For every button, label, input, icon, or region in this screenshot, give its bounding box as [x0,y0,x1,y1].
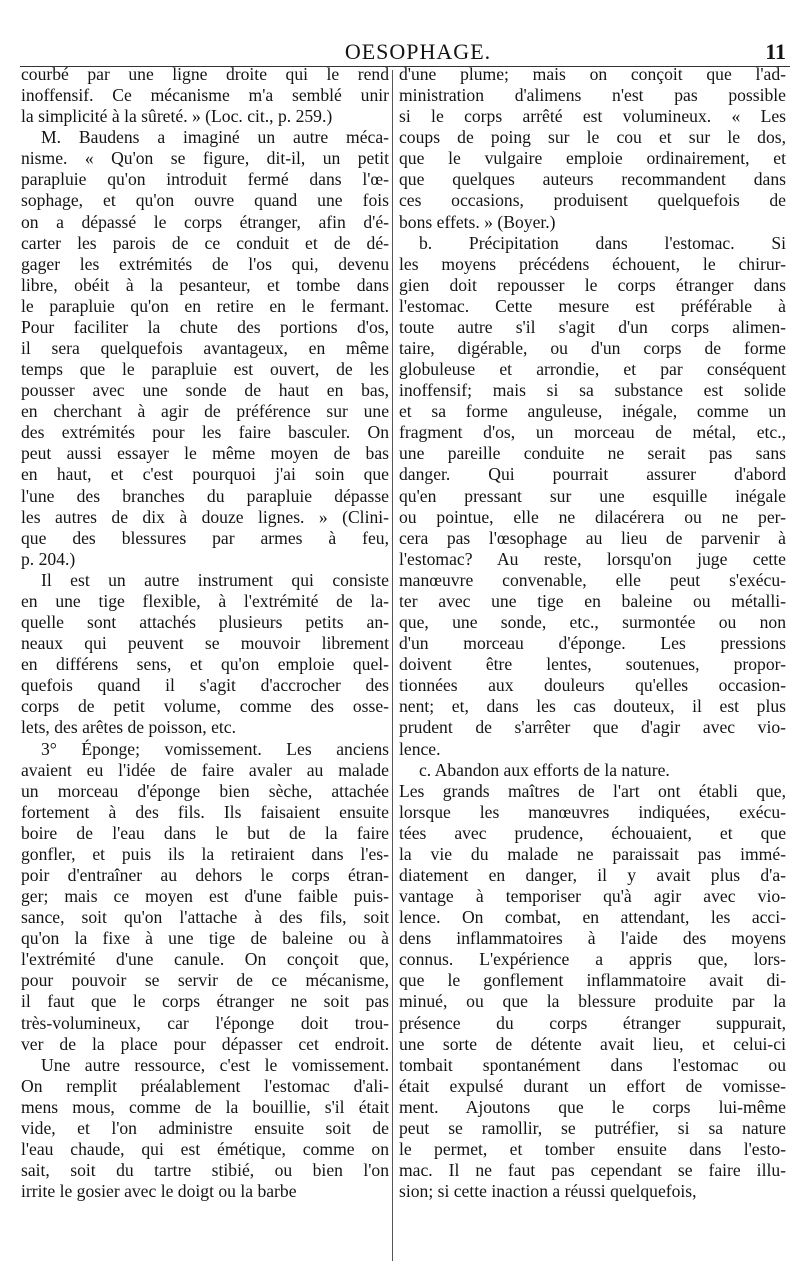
text-line: en cherchant à agir de préférence sur une [21,401,389,422]
text-line: tées avec prudence, échouaient, et que [399,822,786,843]
right-column [399,64,786,1267]
text-line: bons effets. » (Boyer.) [399,211,556,232]
text-line: les moyens précédens échouent, le chirur- [399,253,786,274]
text-line: en haut, et c'est pourquoi j'ai soin que [21,464,389,485]
text-line: que le gonflement inflammatoire avait di- [399,970,786,991]
text-line: courbé par une ligne droite qui le rend [21,64,389,84]
text-line: sait, soit du tartre stibié, ou bien l'on [21,1160,389,1181]
text-line: sion; si cette inaction a réussi quelquefois, [399,1181,697,1202]
text-line: la simplicité à la sûreté. » (Loc. cit., p. 259.) [21,106,333,127]
text-line: la vie du malade ne paraissait pas immé- [399,843,786,864]
text-line: mac. Il ne faut pas cependant se faire illu- [399,1160,786,1181]
text-line: 3° Éponge; vomissement. Les anciens [41,738,389,759]
text-line: danger. Qui pourrait assurer d'abord [399,464,786,485]
text-line: inoffensif; mais si sa substance est solide [399,380,786,401]
text-line: il sera quelquefois avantageux, en même [21,338,389,359]
text-line: ter avec une tige en baleine ou métalli- [399,590,786,611]
text-line: que des blessures par armes à feu, [21,527,389,548]
text-line: peut se ramollir, se putréfier, si sa nature [399,1117,786,1138]
text-line: mens mous, comme de la bouillie, s'il était [21,1096,389,1117]
text-line: Pour faciliter la chute des portions d'os, [21,316,389,337]
text-line: tionnées aux douleurs qu'elles occasion- [399,675,786,696]
text-line: globuleuse et arrondie, et par conséquent [399,359,786,380]
text-line: on a dépassé le corps étranger, afin d'é- [21,211,389,232]
text-line: parapluie qu'on introduit fermé dans l'œ- [21,169,389,190]
text-line: neaux qui peuvent se mouvoir librement [21,633,389,654]
text-line: était expulsé durant un effort de vomisse- [399,1075,786,1096]
text-line: p. 204.) [21,548,76,569]
page-number: 11 [765,39,786,64]
text-line: vide, et l'on administre ensuite soit de [21,1117,389,1138]
running-title: OESOPHAGE. [344,39,492,64]
text-line: inoffensif. Ce mécanisme m'a semblé unir [21,85,389,106]
text-line: irrite le gosier avec le doigt ou la barbe [21,1181,297,1202]
text-line: Il est un autre instrument qui consiste [41,569,389,590]
text-line: taire, digérable, ou d'un corps de forme [399,338,786,359]
text-line: boire de l'eau dans le but de la faire [21,822,389,843]
text-line: en différens sens, et qu'on emploie quel- [21,654,389,675]
text-line: qu'on la fixe à une tige de baleine ou à [21,928,389,949]
text-line: libre, obéit à la pesanteur, et tombe dans [21,274,389,295]
text-line: l'eau chaude, qui est émétique, comme on [21,1138,389,1159]
text-line: lence. [399,738,441,759]
text-line: ger; mais ce moyen est d'une faible puis- [21,886,389,907]
text-line: poir d'entraîner au dehors le corps étran- [21,864,389,885]
text-line: en une tige flexible, à l'extrémité de la- [21,590,389,611]
text-line: d'une plume; mais on conçoit que l'ad- [399,64,786,84]
text-line: très-volumineux, car l'éponge doit trou- [21,1012,389,1033]
text-line: d'un morceau d'éponge. Les pressions [399,633,786,654]
text-line: minué, ou que la blessure produite par la [399,991,786,1012]
text-line: que, une sonde, etc., surmontée ou non [399,612,786,633]
text-line: ministration d'alimens n'est pas possible [399,85,786,106]
text-line: et sa forme anguleuse, inégale, comme un [399,401,786,422]
left-column [21,64,389,1267]
text-line: lence. On combat, en attendant, les acci- [399,907,786,928]
text-line: b. Précipitation dans l'estomac. Si [419,232,786,253]
text-line: gien doit repousser le corps étranger dans [399,274,786,295]
text-line: c. Abandon aux efforts de la nature. [419,759,670,780]
text-line: gager les extrémités de l'os qui, devenu [21,253,389,274]
text-line: coups de poing sur le cou et sur le dos, [399,127,786,148]
column-divider [392,70,393,1261]
text-line: quelle sont attachés plusieurs petits an- [21,612,389,633]
text-line: manœuvre convenable, elle peut s'exécu- [399,569,786,590]
text-line: une pareille conduite ne serait pas sans [399,443,786,464]
text-line: connus. L'expérience a appris que, lors- [399,949,786,970]
text-line: fragment d'os, un morceau de métal, etc., [399,422,786,443]
text-line: que le vulgaire emploie ordinairement, et [399,148,786,169]
text-line: M. Baudens a imaginé un autre méca- [41,127,389,148]
text-line: une sorte de détente avait lieu, et celui-ci [399,1033,786,1054]
text-line: qu'en pressant sur une esquille inégale [399,485,786,506]
text-line: carter les parois de ce conduit et de dé- [21,232,389,253]
text-line: peut aussi essayer le même moyen de bas [21,443,389,464]
text-line: le parapluie qu'on en retire en le fermant. [21,295,389,316]
text-line: temps que le parapluie est ouvert, de les [21,359,389,380]
text-line: pousser avec une sonde de haut en bas, [21,380,389,401]
text-line: avaient eu l'idée de faire avaler au malade [21,759,389,780]
text-line: l'estomac? Au reste, lorsqu'on juge cette [399,548,786,569]
text-line: il faut que le corps étranger ne soit pas [21,991,389,1012]
text-line: nisme. « Qu'on se figure, dit-il, un petit [21,148,389,169]
text-line: ment. Ajoutons que le corps lui-même [399,1096,786,1117]
text-line: cera pas l'œsophage au lieu de parvenir à [399,527,786,548]
text-line: le permet, et tomber ensuite dans l'esto- [399,1138,786,1159]
text-line: Une autre ressource, c'est le vomissement. [41,1054,389,1075]
text-line: présence du corps étranger suppurait, [399,1012,786,1033]
text-line: l'estomac. Cette mesure est préférable à [399,295,786,316]
text-line: les autres de dix à douze lignes. » (Clini- [21,506,389,527]
text-line: nent; et, dans les cas douteux, il est plus [399,696,786,717]
text-line: corps de petit volume, comme des osse- [21,696,389,717]
text-line: un morceau d'éponge bien sèche, attachée [21,780,389,801]
text-line: tombait spontanément dans l'estomac ou [399,1054,786,1075]
text-line: doivent être lentes, soutenues, propor- [399,654,786,675]
text-line: prudent de s'arrêter que d'agir avec vio- [399,717,786,738]
text-line: des extrémités pour les faire basculer. On [21,422,389,443]
text-line: ver de la place pour dépasser cet endroit. [21,1033,389,1054]
text-line: l'extrémité d'une canule. On conçoit que, [21,949,389,970]
text-line: dens inflammatoires à l'aide des moyens [399,928,786,949]
text-line: lorsque les manœuvres indiquées, exécu- [399,801,786,822]
text-line: diatement en danger, il y avait plus d'a- [399,864,786,885]
text-line: vantage à temporiser qu'à agir avec vio- [399,886,786,907]
text-line: ces occasions, produisent quelquefois de [399,190,786,211]
text-line: sophage, et qu'on ouvre quand une fois [21,190,389,211]
text-line: lets, des arêtes de poisson, etc. [21,717,236,738]
text-line: que quelques auteurs recommandent dans [399,169,786,190]
text-line: On remplit préalablement l'estomac d'ali- [21,1075,389,1096]
text-line: toute autre s'il s'agit d'un corps alimen- [399,316,786,337]
text-line: pour pouvoir se servir de ce mécanisme, [21,970,389,991]
text-line: ou pointue, elle ne dilacérera ou ne per- [399,506,786,527]
text-line: l'une des branches du parapluie dépasse [21,485,389,506]
text-line: quefois quand il s'agit d'accrocher des [21,675,389,696]
text-line: sance, soit qu'on l'attache à des fils, soit [21,907,389,928]
text-line: si le corps arrêté est volumineux. « Les [399,106,786,127]
text-line: Les grands maîtres de l'art ont établi que, [399,780,786,801]
text-line: gonfler, et puis ils la retiraient dans l'es- [21,843,389,864]
text-line: fortement à des fils. Ils faisaient ensuite [21,801,389,822]
